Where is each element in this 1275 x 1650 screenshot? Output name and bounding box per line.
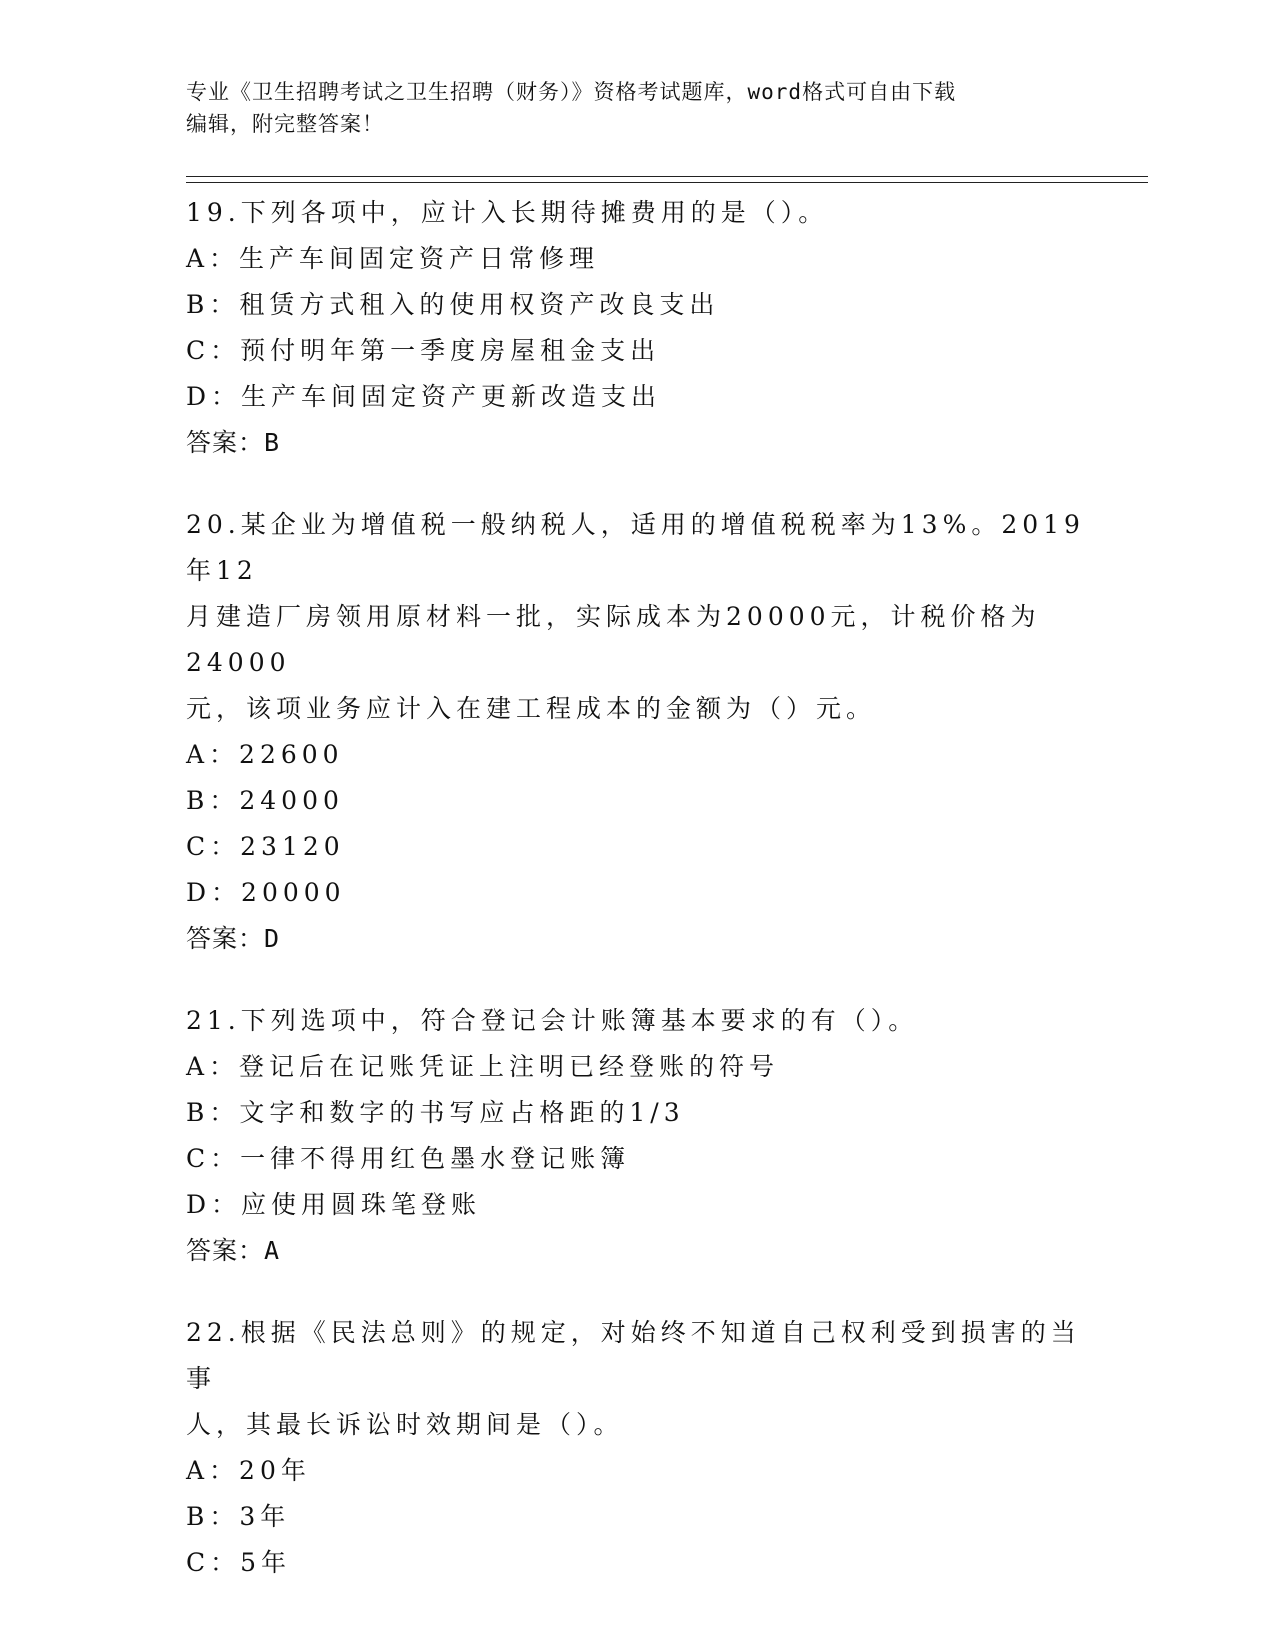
option-a: A：生产车间固定资产日常修理 [186,244,600,273]
option-a: A：登记后在记账凭证上注明已经登账的符号 [186,1052,780,1081]
document-header [186,76,1106,140]
option-d: D：20000 [186,878,346,907]
option-d: D：应使用圆珠笔登账 [186,1190,482,1219]
question-stem: 19.下列各项中，应计入长期待摊费用的是（）。 [186,198,829,227]
answer-label: 答案：D [186,924,281,953]
answer-label: 答案：B [186,428,281,457]
question-20 [186,502,1086,961]
question-21 [186,998,1086,1273]
header-line-1: 专业《卫生招聘考试之卫生招聘（财务）》资格考试题库，word格式可自由下载 [186,80,957,104]
option-a: A：22600 [186,740,344,769]
question-list [186,190,1086,1623]
option-b: B：文字和数字的书写应占格距的1/3 [186,1098,685,1127]
option-d: D：生产车间固定资产更新改造支出 [186,382,662,411]
option-c: C：23120 [186,832,345,861]
option-c: C：一律不得用红色墨水登记账簿 [186,1144,631,1173]
question-stem: 22.根据《民法总则》的规定，对始终不知道自己权利受到损害的当事 [186,1318,1081,1393]
header-divider-bottom [186,182,1148,183]
option-b: B：24000 [186,786,344,815]
option-b: B：3年 [186,1502,291,1531]
header-line-2: 编辑，附完整答案！ [186,112,384,136]
option-a: A：20年 [186,1456,311,1485]
option-c: C：预付明年第一季度房屋租金支出 [186,336,661,365]
question-stem: 21.下列选项中，符合登记会计账簿基本要求的有（）。 [186,1006,919,1035]
option-c: C：5年 [186,1548,292,1577]
question-19 [186,190,1086,465]
answer-label: 答案：A [186,1236,281,1265]
header-divider-top [186,176,1148,177]
question-stem: 月建造厂房领用原材料一批，实际成本为20000元，计税价格为24000 [186,602,1041,677]
question-stem: 元，该项业务应计入在建工程成本的金额为（）元。 [186,694,877,723]
question-stem: 人，其最长诉讼时效期间是（）。 [186,1410,624,1439]
option-b: B：租赁方式租入的使用权资产改良支出 [186,290,720,319]
question-22 [186,1310,1086,1586]
question-stem: 20.某企业为增值税一般纳税人，适用的增值税税率为13%。2019年12 [186,510,1085,585]
